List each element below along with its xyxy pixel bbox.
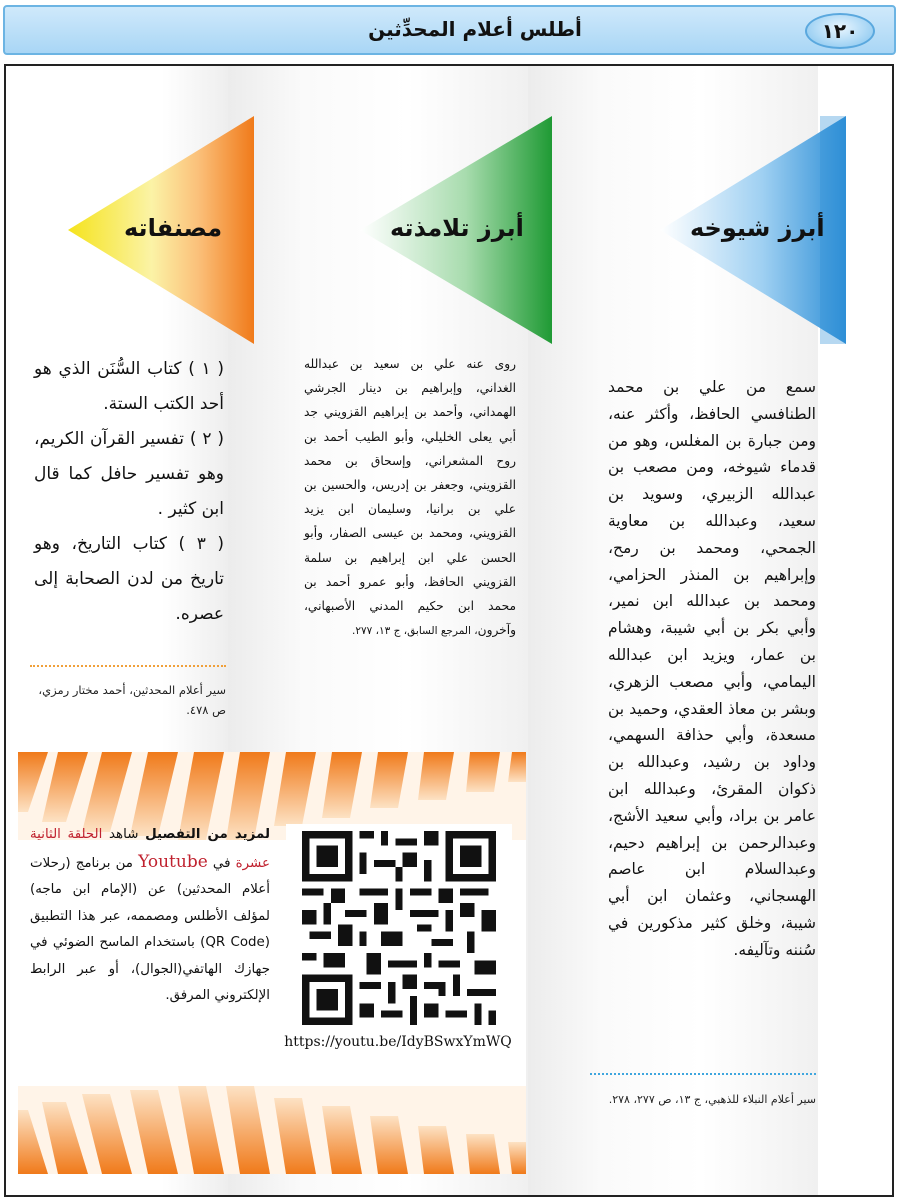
- teachers-text: سمع من علي بن محمد الطنافسي الحافظ، وأكثر عنه، ومن جبارة بن المغلس، وهو من قدماء شيوخه، ومن مصعب بن عبدالله الزبيري، وسويد بن سعيد، وعبدالله بن معاوية الجمحي، ومحمد بن رمح، وإبراهيم بن المنذر الحزامي، ومحمد بن عبدالله ابن نمير، وأبي بكر بن أبي شيبة، وهشام بن عمار، ويزيد ابن عبدالله اليمامي، وأبي مصعب الزهري، وبشر بن معاذ العقدي، وحميد بن مسعدة، وأبي حذافة السهمي، وداود بن رشيد، وعبدالله بن ذكوان المقرئ، وعبدالله ابن عامر بن براد، وأبي سعيد الأشج، وعبدالرحمن بن إبراهيم دحيم، وعبدالسلام ابن عاصم الهسجاني، وعثمان ابن أبي شيبة، وخلق كثير مذكورين في سُننه وتآليفه.: [608, 378, 816, 959]
- teachers-divider: [590, 1073, 816, 1075]
- works-item: ( ٣ ) كتاب التاريخ، وهو تاريخ من لدن الصحابة إلى عصره.: [34, 534, 224, 624]
- students-title: أبرز تلامذته: [390, 214, 524, 242]
- qr-code[interactable]: [286, 824, 512, 1056]
- promo-episode: الحلقة الثانية عشرة: [30, 827, 270, 871]
- teachers-banner: [660, 116, 846, 344]
- promo-rest: من برنامج (رحلات أعلام المحدثين) عن (الإمام ابن ماجه) لمؤلف الأطلس ومصممه، عبر هذا التطبيق (QR Code) باستخدام الماسح الضوئي في جهازك الهاتفي(الجوال)، أو عبر الرابط الإلكتروني المرفق.: [30, 855, 270, 1003]
- works-divider: [30, 665, 226, 667]
- works-list: [34, 352, 224, 632]
- works-title: مصنفاته: [124, 214, 223, 242]
- promo-lead: لمزيد من التفصيل: [145, 827, 270, 842]
- works-item: ( ٢ ) تفسير القرآن الكريم، وهو تفسير حافل كما قال ابن كثير .: [34, 429, 224, 519]
- qr-code-icon: [286, 824, 512, 1032]
- promo-box: [18, 752, 526, 1174]
- promo-on: في: [207, 855, 236, 871]
- students-reference: ، المرجع السابق، ج ١٣، ٢٧٧.: [352, 625, 478, 638]
- students-body: روى عنه علي بن سعيد بن عبدالله الغداني، وإبراهيم بن دينار الجرشي الهمداني، وأحمد بن إبراهيم القزويني جد أبي يعلى الخليلي، وأبو الطيب أحمد بن روح المشعراني، وإسحاق بن محمد القزويني، وجعفر بن إدريس، والحسين بن علي بن برانيا، وسليمان ابن يزيد القزويني، ومحمد بن عيسى الصفار، وأبو الحسن علي ابن إبراهيم بن سلمة القزويني الحافظ، وأبو عمرو أحمد بن محمد ابن حكيم المدني الأصبهاني، وآخرون: [304, 357, 516, 638]
- youtube-link[interactable]: https://youtu.be/IdyBSwxYmWQ: [284, 1034, 512, 1050]
- promo-watch: شاهد: [102, 827, 146, 842]
- book-title: أطلس أعلام المحدِّثين: [368, 17, 582, 41]
- students-banner: [360, 116, 552, 344]
- orange-pattern-bottom: [18, 1086, 526, 1174]
- works-banner: [68, 116, 254, 344]
- teachers-reference: سير أعلام النبلاء للذهبي، ج ١٣، ص ٢٧٧، ٢٧٨.: [608, 1093, 816, 1106]
- promo-text: [30, 822, 270, 1010]
- youtube-label: Youtube: [138, 851, 208, 872]
- works-reference: سير أعلام المحدثين، أحمد مختار رمزي، ص ٤٧٨.: [38, 683, 226, 717]
- teachers-title: أبرز شيوخه: [690, 214, 825, 242]
- page-header: [3, 5, 896, 55]
- page-number: ١٢٠: [805, 13, 875, 49]
- students-text: [304, 352, 516, 643]
- works-item: ( ١ ) كتاب السُّنَن الذي هو أحد الكتب الستة.: [34, 359, 224, 414]
